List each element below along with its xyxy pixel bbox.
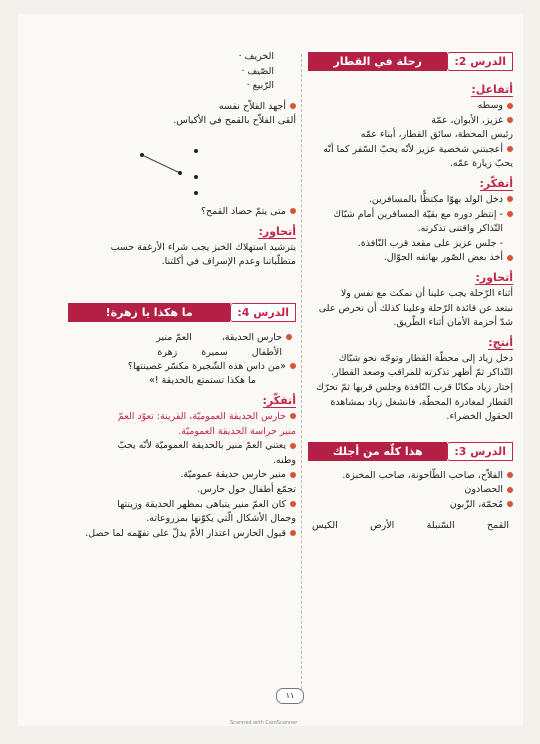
character: الأطفال (251, 346, 282, 358)
discuss-line: شدّ أحزمة الأمان أثناء الطّريق. (393, 317, 513, 329)
lesson-4-think-line: تجمّع أطفال حول حارس. (197, 483, 296, 495)
lesson-4-think-line: منير حارس حديقة عموميّة. (68, 468, 296, 483)
bullet-icon (290, 501, 296, 507)
lesson-2-header (308, 50, 513, 72)
left-discuss-line: يترشيد استهلاك الخبز يجب شراء الأرغفة حسب (110, 241, 296, 253)
workbook-page (18, 14, 523, 726)
lesson-4-characters-row-1 (68, 330, 296, 345)
bullet-icon (290, 413, 296, 419)
season-item: الخريف · (238, 51, 274, 62)
bullet-icon (290, 443, 296, 449)
left-sentence: ألقى الفلاّح بالقمح في الأكياس. (173, 115, 296, 127)
right-column (308, 50, 513, 533)
bullet-icon (507, 117, 513, 123)
lesson-3-number: الدرس 3: (447, 442, 513, 461)
word: الأرض (370, 520, 395, 532)
column-divider (301, 54, 302, 694)
word: السّنبلة (426, 520, 455, 532)
lesson-4-think-line: كان العمّ منير يتباهى بمظهر الحديقة وزينتها (68, 498, 296, 513)
bullet-icon (507, 487, 513, 493)
interact-line: رئيس المحطة، سائق القطار، أبناء عمّه (360, 129, 513, 141)
lesson-3-title: هذا كلّه من أجلك (308, 442, 447, 461)
lesson-2-interact-label: أتفاعل: (471, 83, 513, 96)
produce-line: الحقول الخضراء. (446, 411, 513, 423)
interact-line: وسطه (308, 99, 513, 114)
lesson-4-quote: ما هكذا تستمتع بالحديقة !» (148, 375, 256, 387)
scanner-watermark: Scanned with CamScanner (230, 720, 298, 726)
lesson-4-think-line: وجمال الأشكال الّتي يكوّنها بمزروعاته. (146, 513, 296, 525)
dot-diagram (68, 133, 296, 201)
bullet-icon (507, 501, 513, 507)
interact-line: غزيز، الأبوان، عمّة (308, 114, 513, 129)
left-column (68, 50, 296, 541)
bullet-icon (507, 103, 513, 109)
lesson-2-title: رحلة في القطار (308, 52, 447, 71)
produce-line: التّذاكر ثمّ أظهر تذكرته للمراقب وصعد القطار. (331, 367, 513, 379)
bullet-icon (290, 472, 296, 478)
lesson-2-think-label: أتفكّر: (479, 176, 513, 190)
lesson-4-quote: «من داس هذه الشّجيرة مكسّر غصينتها؟ (68, 360, 296, 375)
character: العمّ منير (156, 331, 192, 343)
character: حارس الحديقة، (222, 330, 292, 345)
lesson-4-think-line: منير حراسة الحديقة العموميّة. (178, 425, 296, 437)
left-discuss-label: أتحاور: (258, 224, 296, 238)
lesson-4-think-line: وطنه. (272, 454, 296, 466)
lesson-3-line: الفلاّح، صاحب الطّاحونة، صاحب المخبزة. (308, 469, 513, 484)
bullet-icon (290, 103, 296, 109)
lesson-3-line: مُحمّة، الزّبون (308, 498, 513, 513)
lesson-2-discuss-label: أتحاور: (475, 270, 513, 284)
word: الكيس (312, 520, 338, 532)
bullet-icon (507, 146, 513, 152)
lesson-4-header (68, 302, 296, 324)
left-sentence: أجهد الفلاّح نفسه (68, 100, 296, 115)
character: سميرة (201, 346, 228, 358)
bullet-icon (286, 334, 292, 340)
interact-line: أعجبتني شخصية عزيز لأنّه يحبّ السّفر كما أنّه (308, 143, 513, 158)
lesson-2-number: الدرس 2: (447, 52, 513, 71)
lesson-3-header (308, 441, 513, 463)
interact-line: يحبّ زيارة عمّه. (449, 158, 513, 170)
lesson-4-think-label: أتفكّر: (262, 393, 296, 407)
dot-lines (68, 133, 296, 201)
bullet-icon (507, 211, 513, 217)
character: زهرة (157, 346, 178, 358)
lesson-4-think-line: قبول الحارس اعتذار الأمّ يدلّ على تفهّمه لما حصل. (68, 527, 296, 542)
left-discuss-line: متطلّباتنا وعدم الإسراف في أكلتنا. (161, 256, 296, 268)
produce-line: إختار زياد مكانًا قرب النّافذة وجلس قربها ثمّ تحرّك (316, 381, 513, 393)
produce-line: القطار لمغادرة المحطّة، فانشغل زياد بمشاهدة (330, 396, 513, 408)
bullet-icon (290, 208, 296, 214)
bullet-icon (290, 530, 296, 536)
think-line: دخل الولد بهوّا مكتظًّا بالمسافرين. (308, 193, 513, 208)
bullet-icon (507, 255, 513, 261)
bullet-icon (507, 196, 513, 202)
lesson-4-think-line: يعتني العمّ منير بالحديقة العموميّة لأنّه يحبّ (68, 439, 296, 454)
word: القمح (487, 520, 509, 532)
lesson-3-line: الحصادون (308, 483, 513, 498)
bullet-icon (507, 472, 513, 478)
left-question: متى يتمّ حصاد القمح؟ (68, 205, 296, 220)
lesson-4-title: ما هكذا يا زهرة! (68, 303, 230, 322)
think-line: التّذاكر واقتنى تذكرته. (417, 223, 503, 235)
page-number: ١١ (276, 688, 304, 704)
lesson-4-number: الدرس 4: (230, 303, 296, 322)
lesson-2-produce-label: أنتج: (488, 335, 513, 349)
think-line: - إنتظر دوره مع بقيّة المسافرين أمام شبّاك (308, 208, 513, 223)
season-item: الصّيف · (241, 65, 274, 77)
lesson-4-think-line: حارس الحديقة العموميّة، القرينة: تعوّد العمّ (68, 410, 296, 425)
bullet-icon (290, 363, 296, 369)
discuss-line: نبتعد عن قائدة الرّحلة وعلينا كذلك أن نحرص على (318, 302, 513, 314)
lesson-4-characters-row-2 (68, 345, 296, 360)
discuss-line: أثناء الرّحلة يجب علينا أن نمكث مع نفس ولا (340, 287, 513, 299)
produce-line: دخل زياد إلى محطّة القطار وتوجّه نحو شبّاك (338, 352, 513, 364)
season-item: الرّبيع · (246, 80, 274, 92)
lesson-3-words (308, 518, 513, 533)
think-line: أخذ بعض الصّور بهاتفه الجوّال. (308, 251, 513, 266)
think-line: - جلس عزيز على مقعد قرب النّافذة. (357, 237, 503, 249)
